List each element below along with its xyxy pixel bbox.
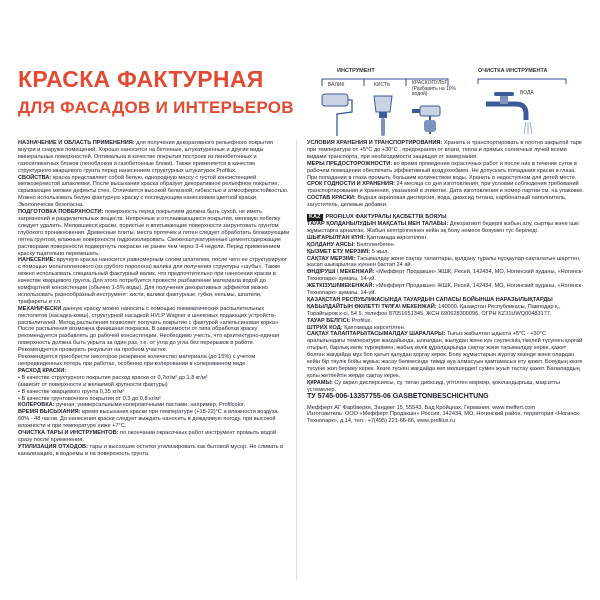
column-divider: [296, 140, 297, 580]
sprayer-label: КРАСКОПУЛЬТ: [412, 80, 448, 86]
kaz-composition-text: Су акрил дисперсиясы, су, титан диоксиді, үгітілген мәрмәр, қоюландырғыш, мақсатты үстемелер.: [307, 379, 560, 393]
kaz-supplier-text: «Мефферт Продакшн» ЖШК, Ресей, 142434, МО, Ногинский ауданы, «Ногинск-Технопарк» аумағы, 14-үй.: [307, 283, 583, 297]
preparation-heading: ПОДГОТОВКА ПОВЕРХНОСТИ:: [18, 209, 104, 216]
cleaning-section: [18, 430, 290, 444]
preparation-text: поверхность перед покрытием должна быть сухой, не иметь загрязнений и разделительных веществ. Непрочные и отслаивающиеся покрытия, меловую побелку следует удалить. Меловшиеся краски, пористые и впитывающие поверхности загрунтовать грунтом глубокого проникновения. Древесные плиты, места протечек и пятен следует обработать блокирующим пятна грунтом, влажные поверхности гидроизолировать. Свежеоштукатуренные цементсодержащие растворами поверхности подвергнуть покраске не ранее чем через 3-4 недели. Перед применением краску тщательно перемешать.: [18, 209, 290, 257]
right-column: [307, 140, 585, 586]
kaz-transport-heading: САҚТАУ ТАЛАПТАРЫ\ТАСЫМАЛДАУ ШАРАЛАРЫ:: [307, 331, 446, 338]
application-heading: НАНЕСЕНИЕ:: [18, 257, 56, 264]
kaz-transport: [307, 331, 585, 379]
kaz-scope-heading: ҚОЛДАНУ АЯСЫ:: [307, 241, 356, 248]
footer-meffert: Мефферт АГ Фарбверке, Зандвег 15, 55543, Бад Кройцнах, Германия, www.meffert.com: [307, 404, 536, 411]
storage-heading: УСЛОВИЯ ХРАНЕНИЯ И ТРАНСПОРТИРОВАНИЯ:: [307, 140, 443, 146]
faucet-icon: [482, 90, 542, 136]
mechanical-section: [18, 306, 290, 354]
kaz-transport-text: Тығыз жабылған ыдыста +5°С - +30°С аралығындағы температуре жағдайында, ылғалдан, жылудан және күн сәулесінің тікелей түсуінен қорғай отырып, барлық көлік түрлерімен, жабық көлік құралдарында сақтау және тасымалдау керек, қажет болған жағдайда мұз боп қатып қалудан қорғау керек. Бояу жұмыстарын жүргізу кезінде және олардан кейін бір тәулік бойы жұмыс жасау бөлмесінде тиімді ауа алмасуын қамтамасыз ету қажет. Бояудың көзге түсуіне жол бермеу керек. Көзге түскен жағдайда көп мөлшердегі сумен жуып тастау қажет. Балалардың қолы жетпейтін жерде сақтау керек.: [307, 331, 583, 379]
cleaning-bracket-icon: [474, 74, 574, 86]
kaz-supplier-heading: ЖЕТКІЗУШІ\МЕКЕНЖАЙ:: [307, 283, 375, 290]
drying-section: [18, 409, 290, 430]
shelf-life-heading: СРОК ГОДНОСТИ И ХРАНЕНИЯ:: [307, 181, 395, 188]
kaz-storage-term: [307, 256, 585, 270]
mechanical-text: данную краску можно наносить с помощью пневматических распылительных пистолетов (насадка-ковш), структурной насадкой HVLP Wagner и шнековых подающих устройств-распылителей. Метод распыления позволяет получать покрытие с фактурой «апельсиновая корка». После распыления возможна финишная покраска. В зависимости от типа обработки краску рекомендуется разбавлять до рабочей консистенции. Необходимо учесть, что архитектурно-единая поверхность должна быть укрыта за один раз, т.е. от угла до угла без перерывов в работе. Рекомендуется проверить результат на пробном участке.: [18, 305, 280, 354]
tinting-heading: КОЛЕРОВКА:: [18, 402, 55, 409]
kaz-composition: [307, 380, 585, 394]
cleaning-heading: ОЧИСТКА ИНСТРУМЕНТА: [478, 68, 548, 74]
kaz-supplier: [307, 283, 585, 297]
mechanical-heading: МЕХАНИЧЕСКИ: [18, 305, 62, 312]
precautions-text: во время проведения окрасочных работ и после них в течение суток в рабочем помещении обеспечить эффективный воздухообмен. Не допускать попадания краски в глаза. При попадании в глаза промыть большим количеством воды. Хранить в недоступном для детей месте.: [307, 160, 577, 181]
consumption-item: • В качестве структурного покрытия расход краски от 0,7кг/м² до 1,8 кг/м²: [18, 374, 208, 381]
properties-text: краска представляет собой белую, однородную массу с густой консистенцией мелкозернистой шпаклевки. После высыхания краска образует декоративное рельефное покрытие, скрывающее мелкие дефекты стен. Отличается высокой белизной, гибкостью и атмосферостойкостью. Можно использовать белую фактурную краску с последующим нанесением цветной краски. Экологически безопасна.: [18, 174, 289, 209]
footer-manufacturer: Изготовитель: ООО «Мефферт Продакшн» Россия, 142434, МО, Ногинский район, территория «Ногинск-Технопарк», д.14, тел.: +7(495) 221-66-66, www.profilux.ru: [307, 411, 581, 425]
cleaning-heading: ОЧИСТКА ТАРЫ И ИНСТРУМЕНТОВ:: [18, 430, 119, 437]
sprayer-icon: [408, 100, 448, 140]
kaz-date-text: Қаптамада көрсетілген.: [366, 234, 428, 241]
tu-code: ТУ 5745-006-13357755-06 GASBETONBESCHICHTUNG: [307, 392, 489, 400]
kaz-barcode-heading: ШТРИХ КОД:: [307, 324, 343, 331]
instrument-heading: ИНСТРУМЕНТ: [337, 68, 375, 74]
kaz-manufacturer-text: «Мефферт Продакшн» ЖШК, Ресей, 142434, МО, Ногинский ауданы, «Ногинск-Технопарк» аумағы, 14-үй.: [307, 269, 584, 283]
kaz-service-heading: ҚЫЗМЕТ ЕТУ МЕРЗІМІ:: [307, 248, 371, 255]
tinting-text: ручная, универсальными колеровочными пастами, например, Profilcolor.: [56, 402, 246, 409]
brush-label: КИСТЬ: [374, 82, 391, 88]
composition-section: [307, 195, 585, 209]
kaz-purpose-heading: ТАУАР ҚОЛДАНЫЛУДЫН МАҚСАТЫ МЕН ТАЛАБЫ:: [307, 220, 449, 227]
kaz-service: [307, 249, 585, 256]
kaz-date: [307, 235, 585, 242]
kaz-manufacturer: [307, 269, 585, 283]
left-column: [18, 140, 290, 586]
kaz-scope: [307, 242, 585, 249]
properties-section: [18, 175, 290, 210]
roller-label: ВАЛИК: [328, 82, 345, 88]
drying-heading: ВРЕМЯ ВЫСЫХАНИЯ:: [18, 409, 81, 416]
kaz-representative-heading: ҚАЗАҚСТАН РЕСПУБЛИКАСЫНДА ТАУАРДЫН САПАСЫ БОЙЫНША НАРАЗЫЛЫҚТАРДЫ ҚАБЫЛДАЙТЫН ӨКІЛЕТТІ ТҰЛҒА\ МЕКЕНЖАЙ:: [307, 296, 553, 310]
drying-text: время высыхания краски при температуре (+18-22)°С и влажности воздуха 60% - 48 часов. До нанесения краски следует выждать наносить в дождливую погоду, при высокой влажности и при температуре ниже +7°С.: [18, 409, 278, 430]
kaz-storage-term-text: Тасымалдау және сақтау талаптары, қолдану тұралы нұсқаулар сақталатын шарттен, жасап шығарылған күннен бастап 24 ай.: [307, 255, 581, 269]
storage-section: [307, 140, 585, 161]
kaz-service-text: 5 жыл.: [371, 248, 389, 255]
precautions-heading: МЕРЫ ПРЕДОСТОРОЖНОСТИ:: [307, 160, 393, 167]
purpose-text: для получения декоративного рельефного покрытия внутри и снаружи помещений. Хорошо наносится на бетонные, штукатуренные и другие виды минеральных поверхностей. Оптимальна в качестве покрытия построек из пенобетонных и газосиликатных блоков (пеноблоков и газобетонные блоки). Также применяется в качестве структурного кварцевого грунта перед нанесением структурных штукатурок Profilux.: [18, 140, 273, 174]
composition-text: Водная акриловая дисперсия, вода, диоксид титана, карбонатный наполнитель, загуститель, целевые добавки.: [307, 195, 567, 209]
disposal-section: [18, 444, 290, 458]
kaz-title-row: [307, 214, 585, 221]
disposal-text: тары и высохшие остатки утилизировать как бытовой мусор. Не сливать в канализацию, в водоемы и на поверхность грунта.: [18, 443, 284, 457]
kaz-trademark: [307, 318, 585, 325]
kaz-purpose-text: Декоративті бедерлі жабын алу, сыртқы және ішкі жұмыстарға арналған. Жабын кептірілгеннен кейін ақ бояу немесе бояумен түс беріледі.: [307, 220, 579, 234]
application-text: вручную краска наносится равномерным слоем шпателем, после чего ее структурируют с помощью мольтопленового (из грубого поролона) валика для получения структуры «шубы». Также можно использовать специальный фактурный валик, что предпочтительно при нанесении краски в качестве кварцевого грунта. Для этого потребуется провести разбавление материала водой до комфортной консистенции (обычно 1-5% воды). Для получения декоративных эффектов можно использовать разнообразный инструмент: кисти, валики фактурные, губки, кельмы, шпатели, трафареты и т.п.: [18, 257, 288, 305]
consumption-item: • В качестве кварцевого грунта 0,35 кг/м²: [18, 388, 125, 395]
shelf-life-section: [307, 181, 585, 195]
disposal-heading: УТИЛИЗАЦИЯ ОТХОДОВ:: [18, 443, 88, 450]
kaz-representative-text: 140000, Қазақстан Республикасы, Павлодар қ., Торайғыров к-сі, 54 5, телефон 87051651345, ЖСН 690628300096, ОГРН KZ31UWQ00483177.: [307, 303, 561, 317]
kaz-date-heading: ШЫҒАРЫЛҒАН КҮНІ:: [307, 234, 366, 241]
storage-text: Хранить и транспортировать в плотно закрытой таре при температуре от +5°С до +30°С , предохраняя от влаги, тепла и прямых солнечных лучей всеми видами транспорта, при необходимости защищая от замерзания.: [307, 140, 582, 160]
properties-heading: СВОЙСТВА:: [18, 174, 52, 181]
application-section: [18, 257, 290, 305]
kaz-purpose: [307, 221, 585, 235]
kaz-storage-term-heading: САҚТАУ МЕРЗІМІ:: [307, 255, 356, 262]
kaz-trademark-heading: ТАУАР БЕЛГІСІ:: [307, 317, 351, 324]
purpose-section: [18, 140, 290, 175]
sprayer-note: (Разбавить на 10% водой): [412, 86, 456, 97]
purpose-heading: НАЗНАЧЕНИЕ И ОБЛАСТЬ ПРИМЕНЕНИЯ:: [18, 140, 135, 146]
consumption-item: • В качестве грунтовочного покрытия от 0,3 до 0,8 кг/м²: [18, 395, 161, 402]
kaz-barcode: [307, 325, 585, 332]
kaz-title: PROFILUX ФАКТУРАЛЫ ҚАСБЕТТІК БОЯУЫ: [325, 214, 447, 221]
kaz-composition-heading: ҚҰРАМЫ:: [307, 379, 333, 386]
cleaning-text: по окончании окрасочных работ инструмент промыть водой сразу после применения.: [18, 430, 277, 443]
kaz-badge: KAZ: [309, 214, 321, 221]
roller-icon: [320, 92, 354, 138]
kaz-manufacturer-heading: ӨНДІРУШІ \ МЕКЕНЖАЙ:: [307, 269, 375, 276]
precautions-section: [307, 161, 585, 182]
product-title: КРАСКА ФАКТУРНАЯ: [18, 66, 264, 92]
product-subtitle: ДЛЯ ФАСАДОВ И ИНТЕРЬЕРОВ: [18, 98, 294, 117]
tinting-section: [18, 402, 290, 409]
consumption-heading: РАСХОД КРАСКИ:: [18, 367, 67, 374]
water-label: ВОДА: [520, 90, 534, 96]
kaz-representative: [307, 297, 585, 318]
preparation-section: [18, 209, 290, 257]
brush-icon: [368, 92, 398, 138]
kaz-scope-text: Белгіленбеген.: [356, 241, 396, 248]
composition-heading: СОСТАВ КРАСКИ:: [307, 195, 356, 202]
reserve-text: Рекомендуется приобрести некоторое резервное количество материала (до 15%) с учетом непредвиденных потерь при работах, особенно при колеровании в колерованном виде.: [18, 354, 256, 367]
kaz-barcode-text: Қаптамада көрсетілген.: [344, 324, 406, 331]
shelf-life-text: 24 месяца со дня изготовления, при условии соблюдения требований транспортирования и хранения, указанной в этикетке. Дата изготовления и номер партии см. на упаковке.: [307, 181, 584, 195]
consumption-note: (зависит от поверхности и желаемой крупности фактуры): [18, 381, 168, 388]
kaz-trademark-text: Profilux.: [351, 317, 372, 324]
